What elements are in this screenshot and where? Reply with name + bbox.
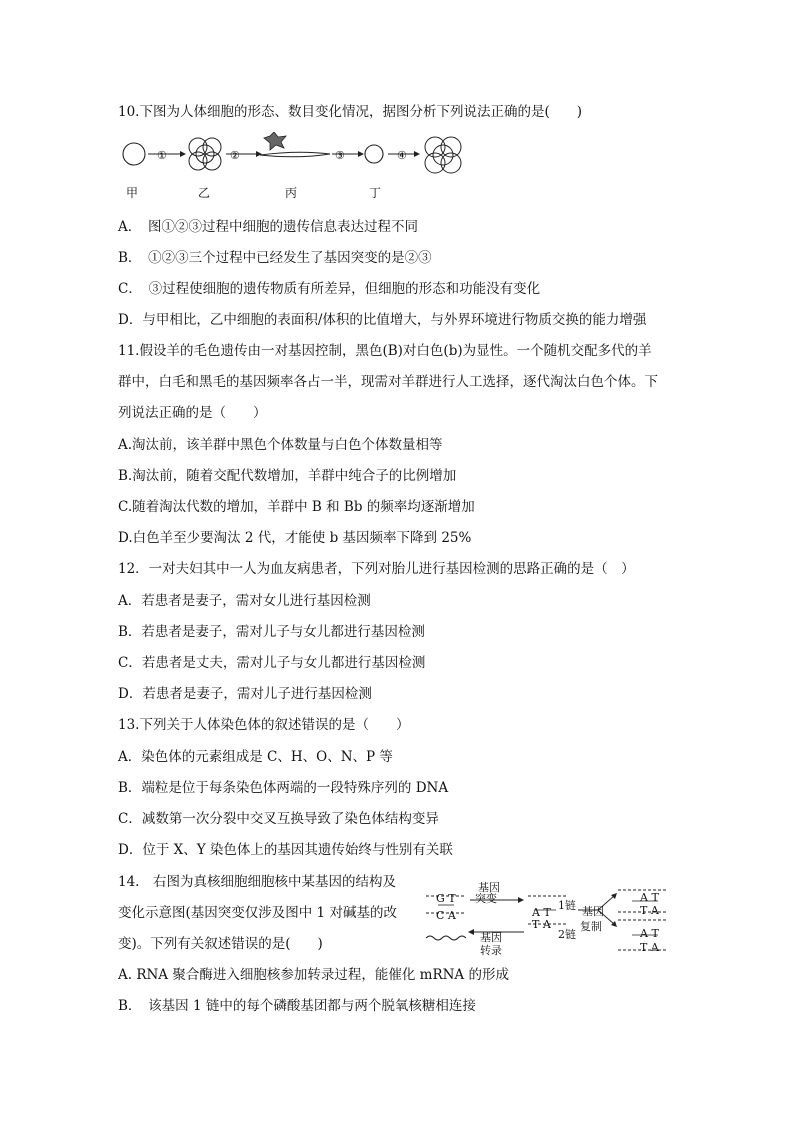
mutation-label-2: 突变	[475, 892, 497, 905]
label-jia: 甲	[126, 186, 139, 200]
q14-option-a: A. RNA 聚合酶进入细胞核参加转录过程，能催化 mRNA 的形成	[118, 967, 509, 983]
right2-bottom-bases: T A	[640, 941, 659, 954]
q14-stem-line3: 变)。下列有关叙述错误的是( )	[118, 936, 323, 952]
q10-option-a: A． 图①②③过程中细胞的遗传信息表达过程不同	[118, 219, 418, 235]
cell-bing-star	[264, 132, 286, 150]
right1-bottom-bases: T A	[640, 904, 659, 917]
q14-stem-line1: 14. 右图为真核细胞细胞核中某基因的结构及	[118, 874, 396, 890]
q13-option-a: A．染色体的元素组成是 C、H、O、N、P 等	[118, 749, 393, 765]
label-ding: 丁	[369, 186, 382, 200]
cell-bing-elongated	[260, 152, 330, 157]
transcription-label-1: 基因	[480, 931, 502, 944]
left-top-bases: G T	[436, 892, 456, 905]
chain-2-label: 2链	[558, 928, 576, 941]
label-bing: 丙	[285, 186, 298, 200]
q10-option-d: D．与甲相比，乙中细胞的表面积/体积的比值增大，与外界环境进行物质交换的能力增强	[118, 312, 647, 328]
step-4: ④	[397, 149, 407, 162]
cell-ding	[365, 145, 383, 163]
q14-stem-line2: 变化示意图(基因突变仅涉及图中 1 对碱基的改	[118, 905, 397, 921]
q13-option-d: D．位于 X、Y 染色体上的基因其遗传始终与性别有关联	[118, 842, 453, 858]
q11-stem-line2: 群中，白毛和黑毛的基因频率各占一半，现需对羊群进行人工选择，逐代淘汰白色个体。下	[118, 374, 658, 390]
replication-label-1: 基因	[582, 905, 604, 918]
q11-stem-line1: 11.假设羊的毛色遗传由一对基因控制，黑色(B)对白色(b)为显性。一个随机交配多代的羊	[118, 343, 652, 359]
q10-cell-figure	[118, 132, 478, 180]
q13-option-b: B．端粒是位于每条染色体两端的一段特殊序列的 DNA	[118, 780, 449, 796]
mrna-wave	[426, 936, 466, 940]
q10-option-c: C． ③过程使细胞的遗传物质有所差异，但细胞的形态和功能没有变化	[118, 281, 541, 297]
chain-1-label: 1链	[558, 899, 576, 912]
replication-label-2: 复制	[580, 920, 602, 933]
transcription-label-2: 转录	[480, 944, 502, 957]
q12-stem: 12．一对夫妇其中一人为血友病患者，下列对胎儿进行基因检测的思路正确的是（ ）	[118, 561, 635, 577]
q13-stem: 13.下列关于人体染色体的叙述错误的是（ ）	[118, 717, 410, 733]
q13-option-c: C．减数第一次分裂中交叉互换导致了染色体结构变异	[118, 811, 439, 827]
step-2: ②	[230, 149, 240, 162]
q11-option-d: D.白色羊至少要淘汰 2 代，才能使 b 基因频率下降到 25%	[118, 530, 472, 546]
cell-cluster-final	[425, 137, 461, 173]
left-bottom-bases: C A	[436, 909, 456, 922]
right2-top-bases: A T	[640, 927, 659, 940]
mid-top-bases: A T	[532, 906, 551, 919]
q11-option-c: C.随着淘汰代数的增加，羊群中 B 和 Bb 的频率均逐渐增加	[118, 499, 475, 515]
q10-stem: 10.下图为人体细胞的形态、数目变化情况，据图分析下列说法正确的是( )	[118, 104, 583, 120]
q12-option-d: D．若患者是妻子，需对儿子进行基因检测	[118, 686, 372, 702]
q14-option-b: B． 该基因 1 链中的每个磷酸基团都与两个脱氧核糖相连接	[118, 998, 476, 1014]
q12-option-a: A．若患者是妻子，需对女儿进行基因检测	[118, 593, 371, 609]
label-yi: 乙	[198, 186, 211, 200]
q10-option-b: B． ①②③三个过程中已经发生了基因突变的是②③	[118, 250, 432, 266]
cell-jia	[123, 143, 145, 165]
q11-option-b: B.淘汰前，随着交配代数增加，羊群中纯合子的比例增加	[118, 468, 457, 484]
step-3: ③	[335, 149, 345, 162]
q11-stem-line3: 列说法正确的是（ ）	[118, 405, 267, 421]
right1-top-bases: A T	[640, 891, 659, 904]
step-1: ①	[157, 149, 167, 162]
q12-option-c: C．若患者是丈夫，需对儿子与女儿都进行基因检测	[118, 655, 426, 671]
mutation-label-1: 基因	[478, 881, 500, 894]
q11-option-a: A.淘汰前，该羊群中黑色个体数量与白色个体数量相等	[118, 437, 443, 453]
mid-bottom-bases: T A	[532, 918, 551, 931]
cell-cluster-yi	[189, 138, 221, 170]
q12-option-b: B．若患者是妻子，需对儿子与女儿都进行基因检测	[118, 624, 425, 640]
